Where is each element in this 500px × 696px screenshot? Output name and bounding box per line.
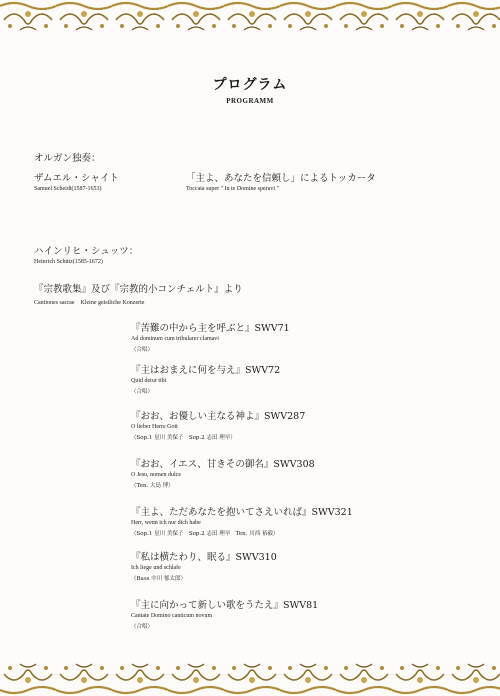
work-toccata-jp: 「主よ、あなたを信頼し」によるトッカータ (186, 173, 376, 184)
piece-title: 『主に向かって新しい歌をうたえ』SWV81 (131, 600, 319, 611)
piece-subtitle: O Jesu, nomen dulce (131, 472, 181, 478)
list-item (131, 456, 315, 489)
list-item (131, 362, 280, 395)
organ-solo-heading: オルガン独奏： (34, 153, 101, 164)
schuetz-composer (34, 243, 138, 265)
piece-performers: （Bass 中川 郁太郎） (131, 576, 186, 582)
schuetz-collection (34, 281, 243, 306)
title-english: PROGRAMM (226, 97, 274, 105)
piece-title: 『主よ、ただあなたを抱いてさえいれば』SWV321 (131, 507, 353, 518)
list-item (131, 504, 353, 537)
piece-performers: （合唱） (131, 389, 154, 395)
work-toccata-en: Toccata super " In te Domine speravi " (186, 186, 279, 192)
collection-title-en: Cantiones sacrae Kleine geistliche Konzerte (34, 300, 145, 306)
piece-performers: （Sop.1 星川 美保子 Sop.2 志田 理早 Ten. 川西 裕毅） (131, 531, 279, 537)
piece-subtitle: O lieber Herre Gott (131, 424, 178, 430)
ornamental-border-bottom (0, 656, 500, 696)
piece-performers: （合唱） (131, 347, 154, 353)
list-item (131, 597, 318, 630)
list-item (131, 408, 305, 441)
program-title (0, 74, 500, 105)
piece-title: 『主はおまえに何を与え』SWV72 (131, 365, 281, 376)
piece-subtitle: Ich liege und schlafe (131, 565, 181, 571)
piece-subtitle: Cantate Domino canticum novum (131, 613, 213, 619)
ornamental-border-top (0, 0, 500, 34)
piece-performers: （Ten. 大島 博） (131, 483, 174, 489)
piece-subtitle: Ad dominum cum tribularer clamavi (131, 336, 219, 342)
composer-schuetz-jp: ハインリヒ・シュッツ： (34, 246, 139, 257)
list-item (131, 549, 277, 582)
organ-composer (34, 170, 119, 192)
piece-title: 『おお、イエス、甘きその御名』SWV308 (131, 459, 315, 470)
piece-title: 『おお、お優しい主なる神よ』SWV287 (131, 411, 306, 422)
composer-schuetz-en: Heinrich Schütz(1585-1672) (34, 259, 103, 265)
composer-scheidt-jp: ザムエル・シャイト (34, 173, 119, 184)
piece-performers: （合唱） (131, 624, 154, 630)
piece-subtitle: Herr, wenn ich nur dich habe (131, 520, 201, 526)
list-item (131, 320, 290, 353)
organ-work (186, 170, 376, 192)
title-japanese: プログラム (212, 77, 288, 93)
composer-scheidt-en: Samuel Scheidt(1587-1653) (34, 186, 102, 192)
collection-title-jp: 『宗教歌集』及び『宗教的小コンチェルト』より (34, 284, 243, 295)
piece-title: 『私は横たわり、眠る』SWV310 (131, 552, 277, 563)
piece-title: 『苦難の中から主を呼ぶと』SWV71 (131, 323, 290, 334)
piece-subtitle: Quid detur tibi (131, 378, 167, 384)
piece-performers: （Sop.1 星川 美保子 Sop.2 志田 理早） (131, 435, 236, 441)
